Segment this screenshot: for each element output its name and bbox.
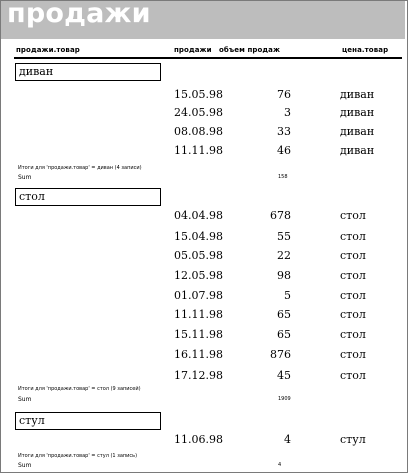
row-qty: 76 bbox=[277, 88, 291, 101]
row-product: диван bbox=[340, 88, 375, 101]
row-qty: 3 bbox=[284, 106, 291, 119]
row-qty: 65 bbox=[277, 328, 291, 341]
row-product: диван bbox=[340, 125, 375, 138]
header-divider bbox=[14, 57, 402, 59]
sum-value: 158 bbox=[278, 174, 288, 180]
row-date: 15.04.98 bbox=[174, 230, 223, 243]
row-qty: 33 bbox=[277, 125, 291, 138]
row-date: 11.11.98 bbox=[174, 308, 223, 321]
sum-label: Sum bbox=[18, 462, 32, 469]
column-header-date: продажи bbox=[174, 46, 212, 54]
row-product: диван bbox=[340, 106, 375, 119]
row-date: 11.11.98 bbox=[174, 144, 223, 157]
group-header: стол bbox=[15, 188, 161, 206]
row-date: 16.11.98 bbox=[174, 348, 223, 361]
column-header-product: цена.товар bbox=[342, 46, 389, 54]
row-product: стол bbox=[340, 249, 366, 262]
group-header: диван bbox=[15, 63, 161, 81]
row-qty: 46 bbox=[277, 144, 291, 157]
column-header-qty: объем продаж bbox=[219, 46, 281, 54]
row-qty: 55 bbox=[277, 230, 291, 243]
row-qty: 4 bbox=[284, 433, 291, 446]
row-product: стол bbox=[340, 230, 366, 243]
row-product: стол bbox=[340, 369, 366, 382]
row-product: стол bbox=[340, 348, 366, 361]
report-header-band bbox=[1, 1, 405, 39]
row-date: 24.05.98 bbox=[174, 106, 223, 119]
sum-label: Sum bbox=[18, 396, 32, 403]
report-title: продажи bbox=[7, 0, 151, 29]
row-qty: 678 bbox=[270, 209, 291, 222]
row-date: 08.08.98 bbox=[174, 125, 223, 138]
group-footer: Итоги для 'продажи.товар' = стол (9 записей) bbox=[18, 386, 141, 392]
sum-label: Sum bbox=[18, 174, 32, 181]
row-date: 11.06.98 bbox=[174, 433, 223, 446]
row-qty: 45 bbox=[277, 369, 291, 382]
row-qty: 22 bbox=[277, 249, 291, 262]
row-product: диван bbox=[340, 144, 375, 157]
row-date: 01.07.98 bbox=[174, 289, 223, 302]
group-header: стул bbox=[15, 412, 161, 430]
row-date: 15.05.98 bbox=[174, 88, 223, 101]
row-qty: 65 bbox=[277, 308, 291, 321]
column-header-group: продажи.товар bbox=[16, 46, 80, 54]
row-date: 15.11.98 bbox=[174, 328, 223, 341]
row-product: стол bbox=[340, 269, 366, 282]
row-qty: 876 bbox=[270, 348, 291, 361]
row-date: 04.04.98 bbox=[174, 209, 223, 222]
group-footer: Итоги для 'продажи.товар' = диван (4 записи) bbox=[18, 165, 142, 171]
row-date: 05.05.98 bbox=[174, 249, 223, 262]
row-date: 17.12.98 bbox=[174, 369, 223, 382]
row-product: стул bbox=[340, 433, 366, 446]
row-qty: 98 bbox=[277, 269, 291, 282]
row-product: стол bbox=[340, 308, 366, 321]
group-footer: Итоги для 'продажи.товар' = стул (1 запись) bbox=[18, 453, 138, 459]
row-date: 12.05.98 bbox=[174, 269, 223, 282]
row-qty: 5 bbox=[284, 289, 291, 302]
sum-value: 4 bbox=[278, 462, 282, 468]
row-product: стол bbox=[340, 209, 366, 222]
row-product: стол bbox=[340, 289, 366, 302]
sum-value: 1909 bbox=[278, 396, 291, 402]
row-product: стол bbox=[340, 328, 366, 341]
